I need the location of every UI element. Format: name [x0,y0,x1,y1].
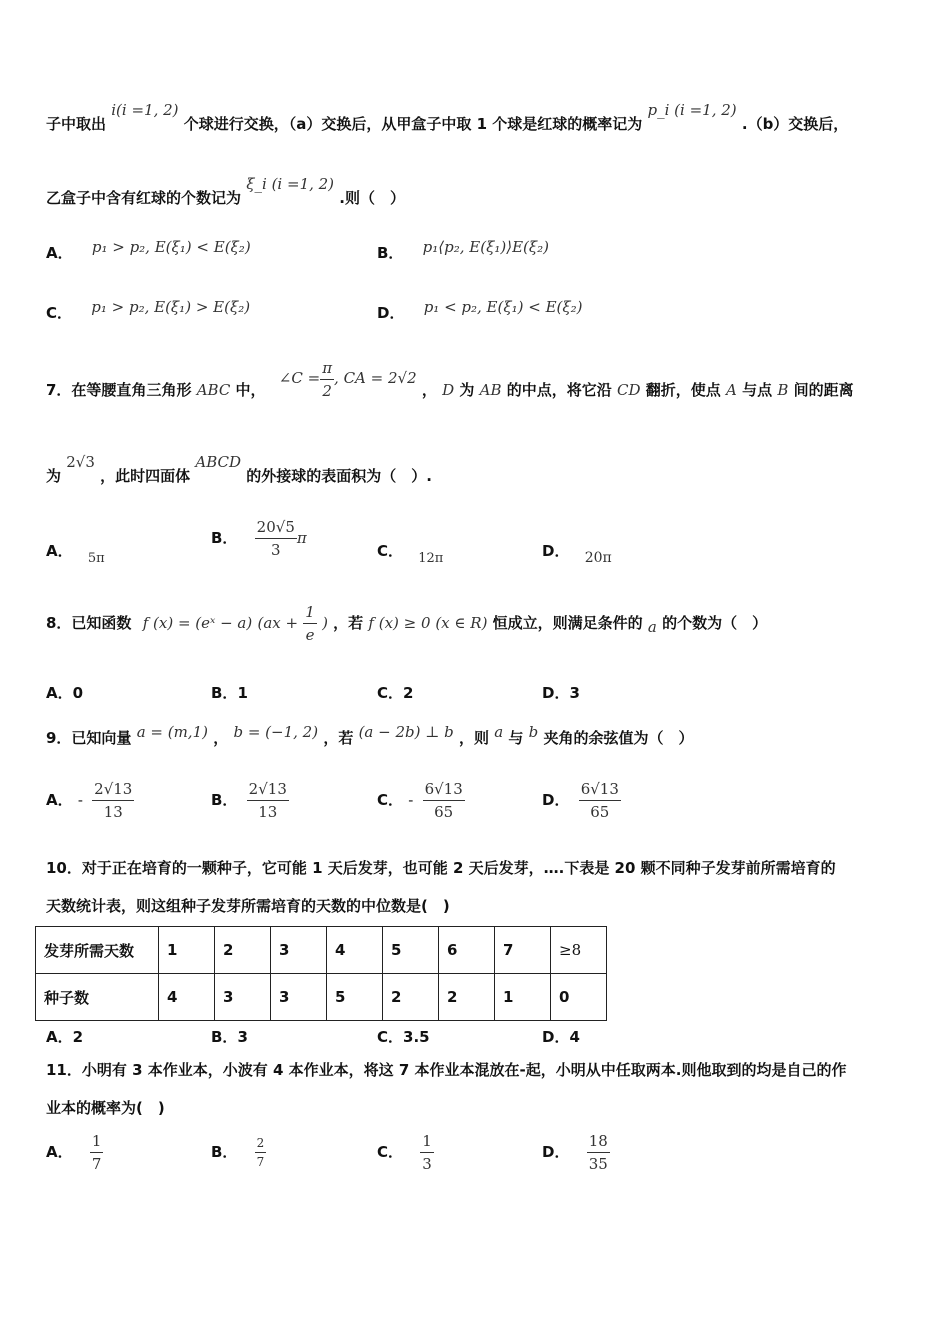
frac-den: 65 [434,803,454,821]
q6-option-a[interactable] [46,238,251,263]
frac-num: 18 [587,1130,610,1153]
q7-pi-over-2 [320,357,334,402]
q7-line-2 [46,453,432,486]
option-label: B． [211,529,238,547]
q10-option-b[interactable] [211,1026,248,1047]
q9-math: (a − 2b) ⊥ b [358,723,454,741]
q9-text: 夹角的余弦值为（ ） [543,729,694,747]
frac-den: 7 [91,1155,102,1173]
q7-text: 中， [235,381,266,399]
option-fraction [255,516,297,561]
frac-den: 2 [322,381,332,400]
option-value: 3 [237,1028,248,1046]
q7-text: 的外接球的表面积为（ ）. [246,467,432,485]
frac-num: 1 [420,1130,434,1153]
option-fraction [247,778,289,823]
q6-math: i(i =1, 2) [111,101,179,119]
frac-den: e [305,626,315,644]
q6-text: 乙盒子中含有红球的个数记为 [46,189,242,207]
option-expr: 12π [418,551,444,566]
table-cell: 5 [383,927,439,974]
q8-option-d[interactable] [542,682,580,703]
table-cell: 4 [327,927,383,974]
option-value: 3 [569,684,580,702]
option-value: 2 [403,684,414,702]
q9-line [46,723,694,748]
option-label: C． [46,304,73,322]
q6-text: .则（ ） [339,189,405,207]
option-expr: p₁ > p₂, E(ξ₁) < E(ξ₂) [91,238,251,256]
q11-line-2: 业本的概率为( ) [46,1099,165,1117]
option-fraction [255,1134,267,1171]
q9-text: ， [213,729,229,747]
option-label: D． [377,304,405,322]
table-cell: 6 [439,927,495,974]
frac-den: 13 [258,803,278,821]
q8-math: ) [322,614,328,632]
option-fraction [92,778,134,823]
option-label: B． [211,684,238,702]
table-cell: 1 [159,927,215,974]
option-fraction [90,1130,104,1175]
option-label: B． [377,244,404,262]
frac-num: 2 [255,1134,267,1153]
option-expr: 20π [584,550,612,566]
frac-num: 20√5 [255,516,297,539]
q7-math: ∠C = [278,369,321,387]
q7-math: , CA = 2√2 [334,369,417,387]
option-fraction [423,778,465,823]
table-row [36,974,607,1021]
q7-math: AB [479,381,502,399]
q6-line-1 [46,101,849,134]
q11-option-c[interactable] [377,1130,434,1175]
q6-option-b[interactable] [377,238,549,263]
frac-num: 2√13 [92,778,134,801]
option-value: 1 [237,684,248,702]
q10-line-2: 天数统计表，则这组种子发芽所需培育的天数的中位数是( ) [46,897,450,915]
option-label: D． [542,1143,570,1161]
q7-text: 7．在等腰直角三角形 [46,381,192,399]
q7-text: 翻折，使点 [645,381,721,399]
q8-text: 恒成立，则满足条件的 [492,614,643,632]
q7-text: 为 [46,467,62,485]
q9-option-a[interactable] [46,778,134,823]
table-cell: 2 [439,974,495,1021]
q8-one-over-e [303,601,317,646]
option-label: C． [377,1143,404,1161]
option-label: D． [542,1028,570,1046]
q8-math: a [647,618,657,636]
option-label: C． [377,542,404,560]
q7-line-1 [46,358,854,414]
q7-math: ABCD [195,453,242,471]
frac-den: 65 [590,803,610,821]
option-value: 0 [72,684,84,702]
q6-text: 个球进行交换，（a）交换后，从甲盒子中取 1 个球是红球的概率记为 [183,115,643,133]
q6-math: ξ_i (i =1, 2) [246,175,335,193]
table-cell: 3 [271,927,327,974]
q8-line [46,598,767,648]
table-cell: 2 [383,974,439,1021]
negative-sign: - [408,791,414,809]
q7-text: 与点 [742,381,773,399]
frac-den: 7 [256,1155,265,1169]
q6-line-2 [46,175,405,208]
option-label: D． [542,684,570,702]
option-label: A． [46,542,73,560]
q8-option-b[interactable] [211,682,248,703]
q7-option-c[interactable] [377,540,444,566]
table-cell: 3 [271,974,327,1021]
q9-math: b = (−1, 2) [233,723,319,741]
q9-text: 9．已知向量 [46,729,132,747]
frac-den: 35 [588,1155,608,1173]
option-label: C． [377,791,404,809]
q6-option-c[interactable] [46,298,251,323]
table-cell: 0 [551,974,607,1021]
q7-math: D [442,381,455,399]
table-cell: 发芽所需天数 [36,927,159,974]
option-label: C． [377,684,404,702]
option-expr: p₁ > p₂, E(ξ₁) > E(ξ₂) [91,298,251,316]
option-label: B． [211,1143,238,1161]
q7-text: ，此时四面体 [100,467,191,485]
q8-text: 的个数为（ ） [662,614,768,632]
q8-math: f (x) ≥ 0 (x ∈ R) [368,614,488,632]
negative-sign: - [77,791,83,809]
q8-text: ，若 [333,614,364,632]
q6-text: 子中取出 [46,115,107,133]
q8-math: (ax + [257,614,299,632]
option-label: A． [46,791,73,809]
table-cell: 种子数 [36,974,159,1021]
frac-num: 2√13 [247,778,289,801]
q11-option-a[interactable] [46,1130,103,1175]
q7-text: 间的距离 [793,381,854,399]
germination-table [35,926,607,1021]
q7-math: 2√3 [66,453,95,471]
q8-text: 8．已知函数 [46,614,132,632]
option-expr: p₁⟨p₂, E(ξ₁)⟩E(ξ₂) [422,238,549,256]
q10-option-a[interactable] [46,1026,83,1047]
q7-option-d[interactable] [542,540,612,566]
q9-text: 与 [508,729,524,747]
table-cell: 5 [327,974,383,1021]
table-cell: 3 [215,974,271,1021]
q9-math: a [494,723,504,741]
q7-text: 为 [459,381,475,399]
q7-text: ， [421,381,437,399]
q6-option-d[interactable] [377,298,583,323]
q7-math: A [726,381,737,399]
q11-option-b[interactable] [211,1134,266,1171]
q7-option-a[interactable] [46,540,105,566]
q6-math: p_i (i =1, 2) [647,101,737,119]
frac-num: π [320,357,334,380]
option-expr: 5π [87,551,105,566]
q8-option-c[interactable] [377,682,413,703]
q6-text: .（b）交换后， [741,115,849,133]
option-fraction [587,1130,610,1175]
q9-option-b[interactable] [211,778,289,823]
frac-num: 6√13 [423,778,465,801]
q11-line-1: 11．小明有 3 本作业本，小波有 4 本作业本，将这 7 本作业本混放在-起，小明从中任取两本.则他取到的均是自己的作 [46,1061,847,1079]
q9-text: ，则 [458,729,489,747]
q7-option-b[interactable] [211,516,307,561]
frac-den: 3 [422,1155,432,1173]
option-label: B． [211,1028,238,1046]
q10-option-d[interactable] [542,1026,580,1047]
option-expr: π [296,529,307,547]
frac-num: 6√13 [579,778,621,801]
q7-math: CD [617,381,641,399]
table-row [36,927,607,974]
option-label: D． [542,791,570,809]
option-fraction [579,778,621,823]
table-cell: 1 [495,974,551,1021]
q8-option-a[interactable] [46,682,83,703]
option-label: A． [46,244,73,262]
q8-math: f (x) = (eˣ − a) [142,614,253,632]
q10-option-c[interactable] [377,1026,430,1047]
q9-option-c[interactable] [377,778,465,823]
option-label: A． [46,1028,73,1046]
q7-math: B [777,381,789,399]
option-value: 4 [569,1028,580,1046]
q11-option-d[interactable] [542,1130,610,1175]
q9-option-d[interactable] [542,778,621,823]
q9-math: b [528,723,539,741]
q7-math: ABC [196,381,231,399]
table-cell: ≥8 [551,927,607,974]
frac-den: 3 [271,541,281,559]
q9-text: ，若 [323,729,354,747]
option-value: 2 [72,1028,84,1046]
q9-math: a = (m,1) [136,723,208,741]
option-value: 3.5 [403,1028,430,1046]
frac-num: 1 [90,1130,104,1153]
table-cell: 2 [215,927,271,974]
q7-angle-math [278,358,417,400]
option-label: C． [377,1028,404,1046]
option-label: B． [211,791,238,809]
table-cell: 7 [495,927,551,974]
table-cell: 4 [159,974,215,1021]
q10-line-1: 10．对于正在培育的一颗种子，它可能 1 天后发芽，也可能 2 天后发芽，….下表是 20 颗不同种子发芽前所需培育的 [46,859,836,877]
option-label: A． [46,684,73,702]
option-label: D． [542,542,570,560]
option-expr: p₁ < p₂, E(ξ₁) < E(ξ₂) [423,298,583,316]
frac-den: 13 [103,803,123,821]
option-label: A． [46,1143,73,1161]
option-fraction [420,1130,434,1175]
q7-text: 的中点，将它沿 [506,381,612,399]
frac-num: 1 [303,601,317,624]
